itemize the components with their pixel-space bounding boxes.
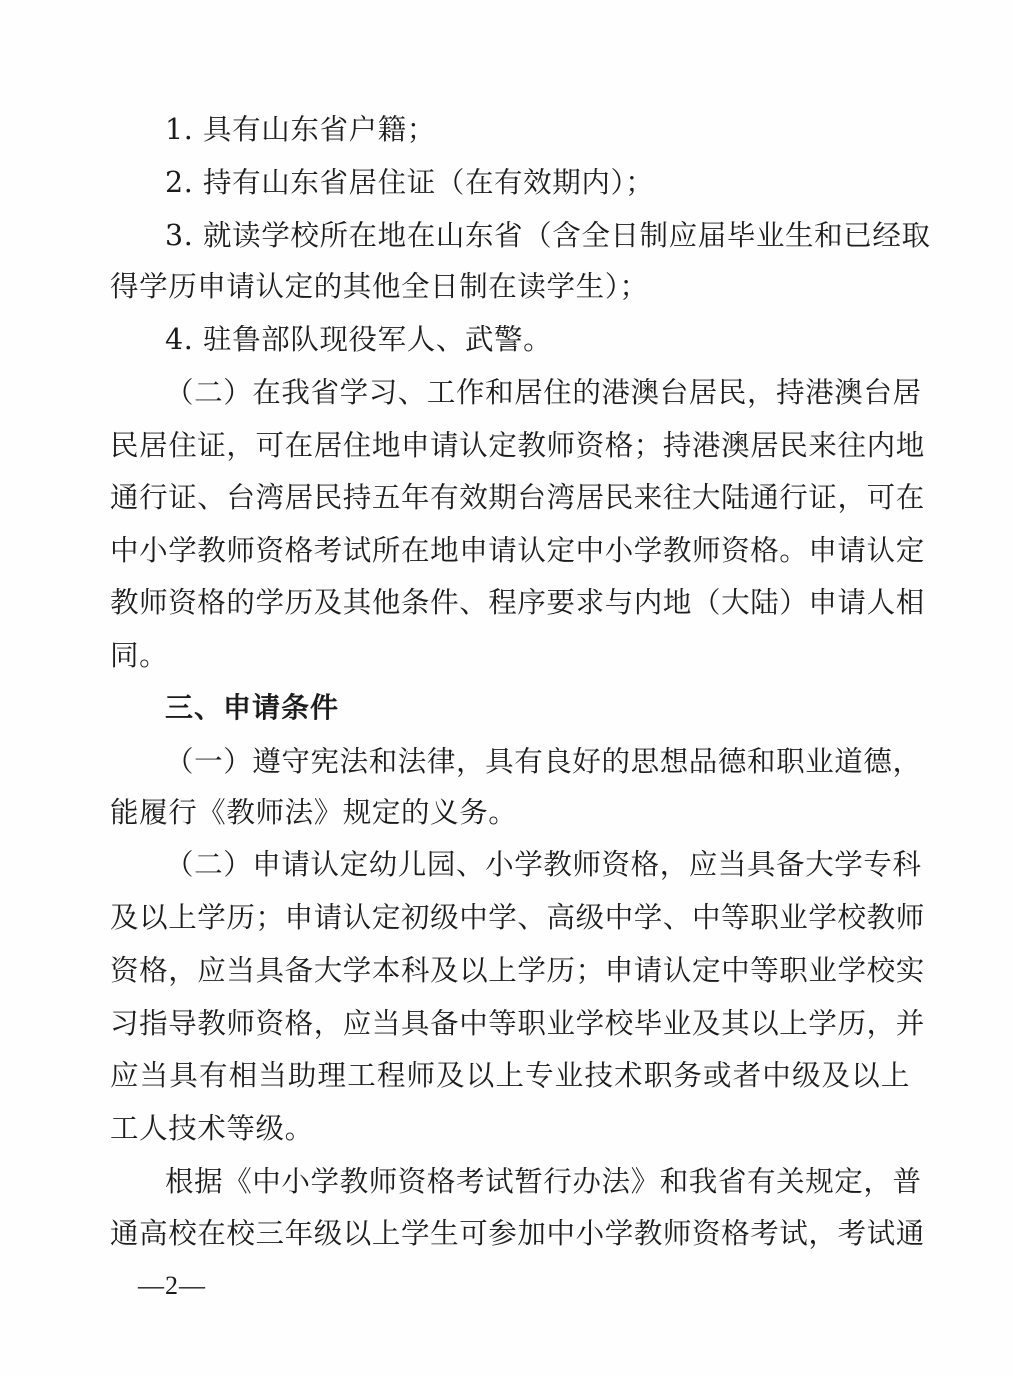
paragraph-line: 工人技术等级。 xyxy=(110,1112,314,1145)
page-number: —2— xyxy=(138,1271,206,1300)
paragraph-line: 及以上学历；申请认定初级中学、高级中学、中等职业学校教师 xyxy=(110,901,925,934)
paragraph-line: 教师资格的学历及其他条件、程序要求与内地（大陆）申请人相 xyxy=(110,586,925,619)
list-item-household-registration: 1. 具有山东省户籍； xyxy=(165,113,436,146)
paragraph-condition-1: （一）遵守宪法和法律，具有良好的思想品德和职业道德， xyxy=(165,745,922,778)
paragraph-line: 通高校在校三年级以上学生可参加中小学教师资格考试，考试通 xyxy=(110,1217,925,1250)
paragraph-line: 习指导教师资格，应当具备中等职业学校毕业及其以上学历，并 xyxy=(110,1007,925,1040)
paragraph-exam-rules: 根据《中小学教师资格考试暂行办法》和我省有关规定，普 xyxy=(165,1165,922,1198)
paragraph-line: 资格，应当具备大学本科及以上学历；申请认定中等职业学校实 xyxy=(110,954,925,987)
section-heading: 三、申请条件 xyxy=(165,691,340,724)
paragraph-line: 应当具有相当助理工程师及以上专业技术职务或者中级及以上 xyxy=(110,1059,910,1092)
list-item-school-location: 3. 就读学校所在地在山东省（含全日制应届毕业生和已经取 xyxy=(165,219,931,252)
list-item-school-location-cont: 得学历申请认定的其他全日制在读学生）； xyxy=(110,270,649,303)
paragraph-hk-macao-taiwan: （二）在我省学习、工作和居住的港澳台居民，持港澳台居 xyxy=(165,376,922,409)
list-item-military: 4. 驻鲁部队现役军人、武警。 xyxy=(165,323,553,356)
paragraph-condition-2: （二）申请认定幼儿园、小学教师资格，应当具备大学专科 xyxy=(165,848,922,881)
paragraph-line: 民居住证，可在居住地申请认定教师资格；持港澳居民来往内地 xyxy=(110,429,925,462)
paragraph-line: 能履行《教师法》规定的义务。 xyxy=(110,796,518,829)
paragraph-line: 同。 xyxy=(110,639,169,672)
list-item-residence-permit: 2. 持有山东省居住证（在有效期内）； xyxy=(165,166,655,199)
paragraph-line: 通行证、台湾居民持五年有效期台湾居民来往大陆通行证，可在 xyxy=(110,481,925,514)
paragraph-line: 中小学教师资格考试所在地申请认定中小学教师资格。申请认定 xyxy=(110,534,925,567)
